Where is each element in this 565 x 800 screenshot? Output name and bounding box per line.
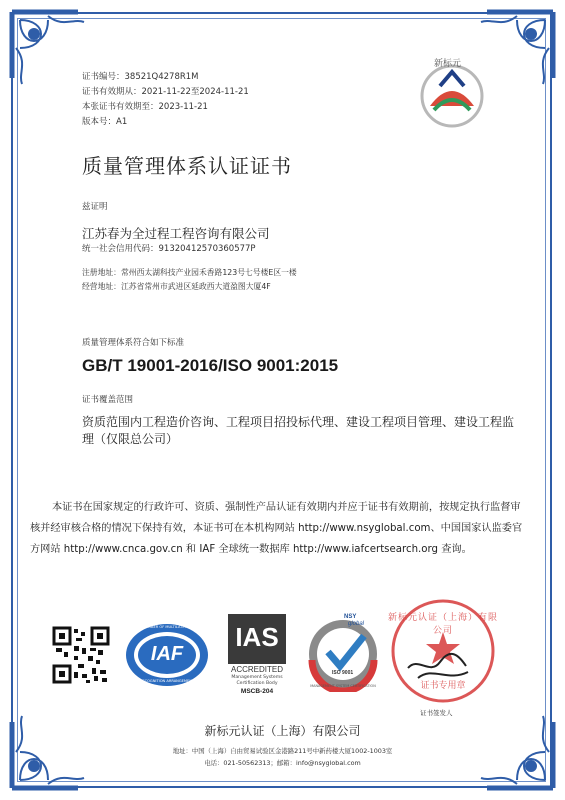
ias-line-1: Management Systems [231, 675, 283, 680]
issuer-address: 地址：中国（上海）自由贸易试验区金港路211号中新药楼大厦1002-1003室 [172, 747, 393, 755]
issuer-logo-text: 新标元 [434, 59, 462, 69]
certificate-title: 质量管理体系认证证书 [82, 154, 292, 178]
nsy-sub-text: global [348, 621, 365, 627]
certificate-number: 证书编号：38521Q4278R1M [82, 72, 199, 82]
iaf-badge [124, 622, 210, 688]
issuer-name: 新标元认证（上海）有限公司 [204, 724, 361, 738]
ias-code: MSCB-204 [240, 688, 274, 695]
version-number: 版本号：A1 [82, 117, 128, 127]
certify-label: 兹证明 [82, 202, 108, 212]
scope-label: 证书覆盖范围 [82, 395, 134, 405]
credit-code: 统一社会信用代码：91320412570360577P [82, 244, 256, 254]
this-validity: 本张证书有效期至：2023-11-21 [82, 102, 208, 112]
corner-ornament-top-left [8, 8, 88, 88]
issuer-contact: 电话：021-50562313；邮箱：info@nsyglobal.com [204, 759, 361, 767]
nsy-logo-icon [304, 612, 382, 692]
nsy-ring-text: MANAGEMENT SYSTEM CERTIFICATION [310, 684, 376, 688]
validity-period: 证书有效期从：2021-11-22至2024-11-21 [82, 87, 249, 97]
standard-label: 质量管理体系符合如下标准 [82, 338, 185, 348]
nsy-iso-text: ISO 9001 [332, 670, 354, 676]
iaf-bottom-text: RECOGNITION ARRANGEMENT [139, 679, 195, 683]
registered-address: 注册地址：常州西太湖科技产业园禾香路123号七号楼E区一楼 [82, 268, 297, 277]
certificate-meta [82, 70, 249, 130]
signature-label: 证书签发人 [420, 709, 453, 717]
ias-badge [228, 614, 286, 706]
nsy-top-text: NSY [344, 614, 357, 620]
issuer-logo [412, 56, 492, 128]
company-name: 江苏春为全过程工程咨询有限公司 [82, 226, 270, 241]
nsy-badge [304, 612, 382, 692]
standard-code: GB/T 19001-2016/ISO 9001:2015 [82, 356, 339, 375]
ias-main-text: IAS [235, 622, 279, 652]
business-address: 经营地址：江苏省常州市武进区延政西大道盈图大厦4F [82, 282, 271, 291]
seal-center-text: 证书专用章 [420, 681, 466, 691]
iaf-main-text: IAF [150, 643, 184, 665]
qr-code-icon [52, 626, 110, 684]
company-addresses [82, 266, 297, 294]
scope-text: 资质范围内工程造价咨询、工程项目招投标代理、建设工程项目管理、建设工程监理（仅限总公司） [82, 415, 515, 446]
certificate-notice: 本证书在国家规定的行政许可、资质、强制性产品认证有效期内并应于证书有效期前，按规定执行监督审核并经审核合格的情况下保持有效，本证书可在本机构网站 http://www.nsyglobal.com、中国国家认监委官方网站 http://www.cnca.gov.cn 和 IAF 全球统一数据库 http://www.iafcertsearch.org 查询。 [30, 502, 523, 555]
iaf-top-text: MEMBER OF MULTILATERAL [142, 625, 192, 629]
ias-accredited-text: ACCREDITED [230, 665, 283, 674]
ias-line-2: Certification Body [236, 681, 278, 686]
official-seal [388, 596, 498, 706]
seal-ring-text: 新标元认证（上海）有限公司 [388, 613, 499, 636]
